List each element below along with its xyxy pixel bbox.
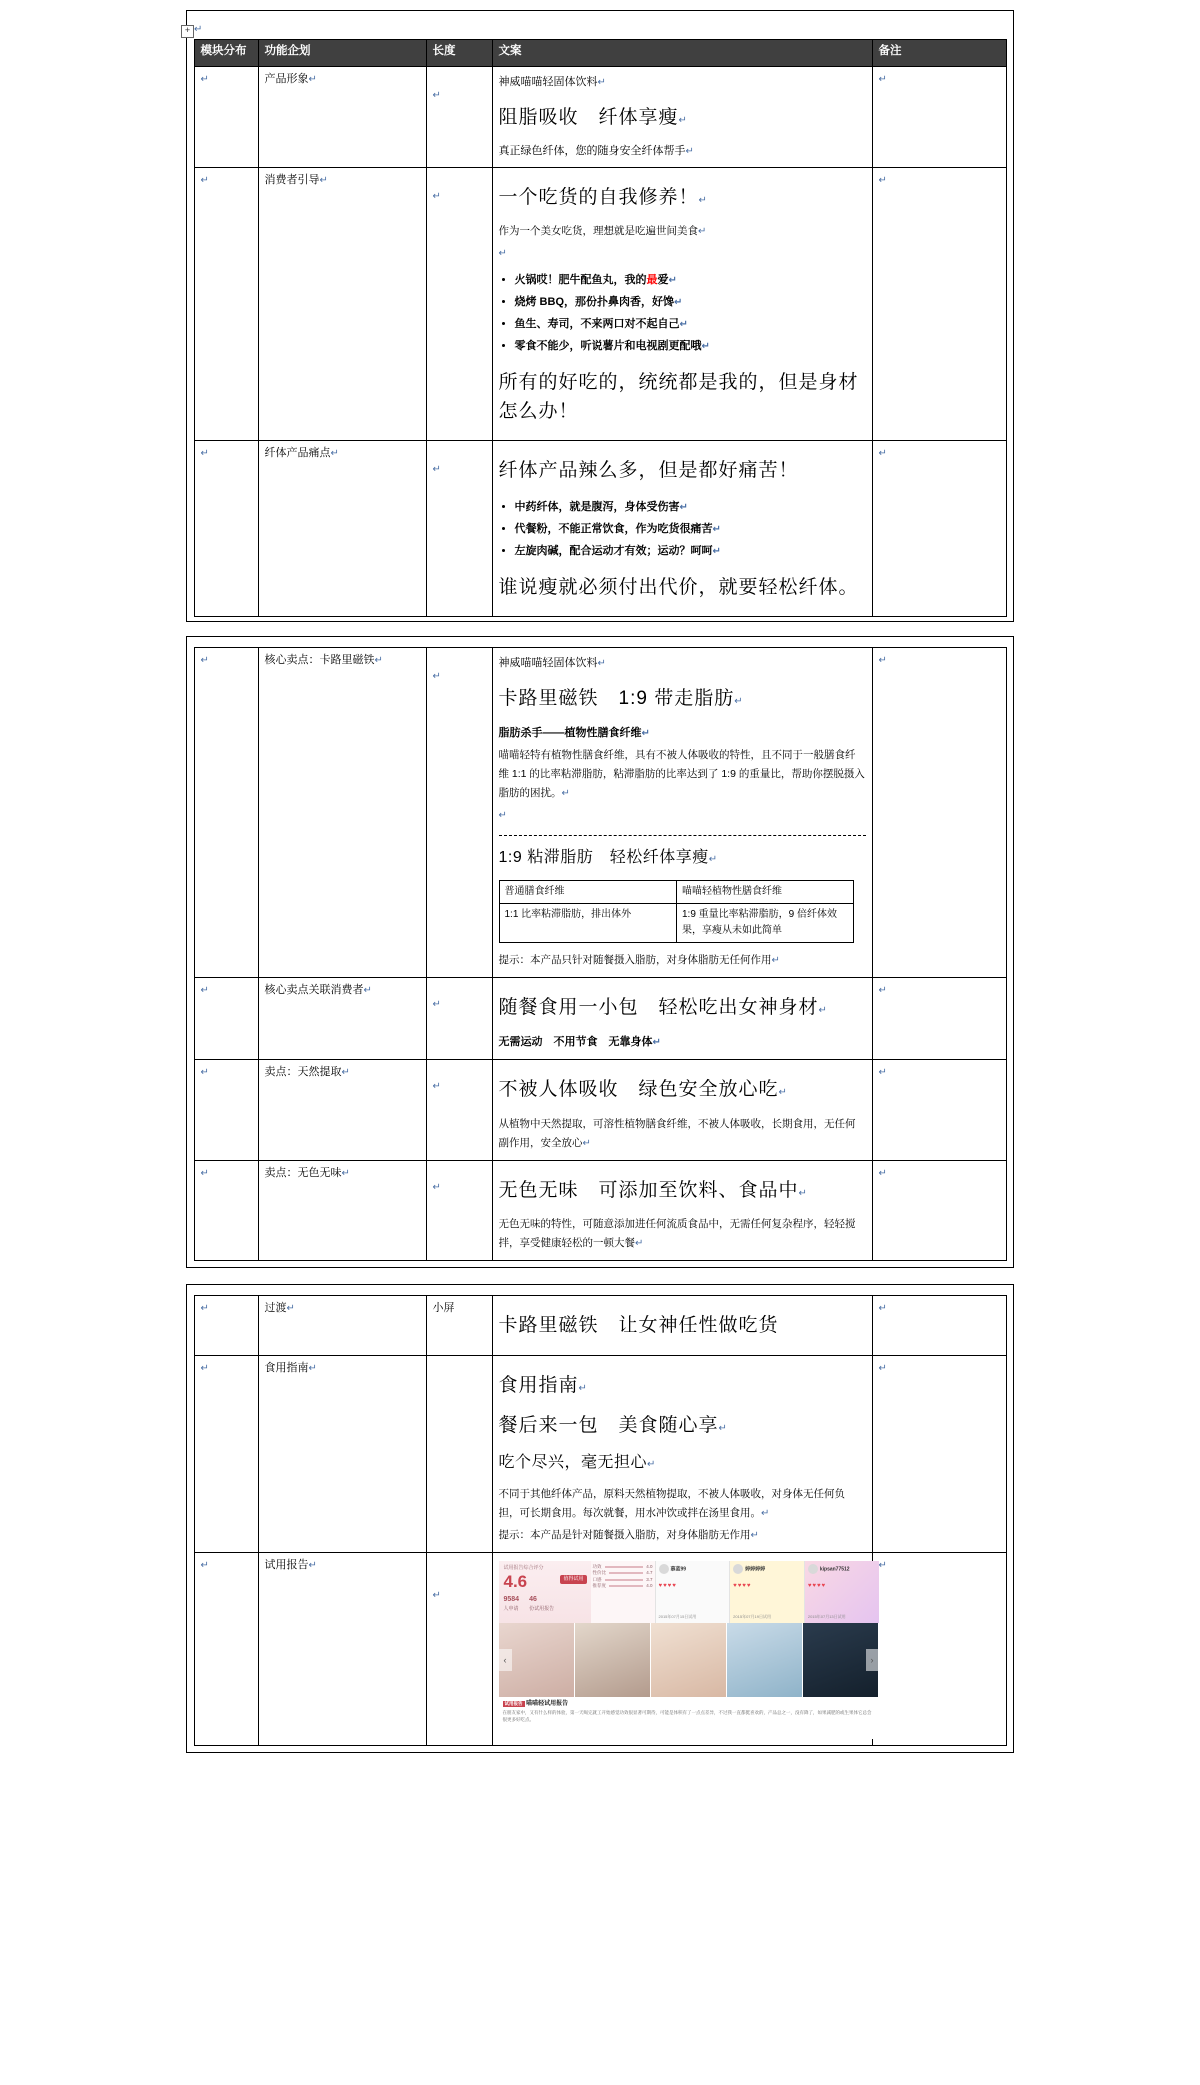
score-title: 试用报告综合评分 [503, 1564, 544, 1571]
cell-feature: 产品形象↵ [258, 67, 426, 168]
table-row [194, 167, 1006, 441]
copy-headline: 纤体产品辣么多，但是都好痛苦！ [498, 460, 799, 482]
col-header-feature: 功能企划 [258, 40, 426, 67]
cell-feature: 核心卖点关联消费者↵ [258, 978, 426, 1060]
bar-row: 口感 3.7 [592, 1576, 653, 1582]
copy-table-3 [194, 1295, 1007, 1745]
copy-closing: 所有的好吃的，统统都是我的，但是身材怎么办！ [498, 372, 859, 422]
copy-headline: 无色无味 可添加至饮料、食品中 [498, 1179, 799, 1201]
table-row [194, 648, 1006, 978]
score-breakdown [591, 1561, 655, 1623]
cell-module: ↵ [194, 1060, 258, 1160]
table-row [194, 67, 1006, 168]
cell-length: ↵ [426, 978, 492, 1060]
bar-row: 功效 4.0 [592, 1563, 653, 1569]
list-item: • 火锅哎！肥牛配鱼丸，我的最爱↵ [515, 269, 866, 291]
document-block-3 [186, 1284, 1014, 1752]
table-row [194, 441, 1006, 617]
col-header-note: 备注 [872, 40, 1006, 67]
cell-module: ↵ [194, 1552, 258, 1745]
copy-paragraph: 喵喵轻特有植物性膳食纤维，具有不被人体吸收的特性，且不同于一般膳食纤维 1:1 的比率粘滞脂肪，粘滞脂肪的比率达到了 1:9 的重量比，帮助你摆脱摄入脂肪的困扰。 [498, 749, 865, 800]
document-block-1 [186, 10, 1014, 622]
cell-note: ↵ [872, 1552, 1006, 1745]
heart-rating-icon: ♥♥♥♥ [733, 1583, 752, 1590]
photo-gallery [499, 1623, 879, 1697]
copy-headline: 卡路里磁铁 1:9 带走脂肪 [498, 688, 735, 710]
copy-tip: 提示：本产品是针对随餐摄入脂肪，对身体脂肪无作用 [498, 1528, 751, 1541]
avatar [733, 1564, 743, 1574]
comparison-header-normal: 普通膳食纤维 [499, 881, 676, 904]
table-row [194, 978, 1006, 1060]
gallery-image[interactable] [727, 1623, 803, 1697]
comparison-value-product: 1:9 重量比率粘滞脂肪，9 倍纤体效果，享瘦从未如此简单 [676, 904, 854, 943]
cell-note: ↵ [872, 1160, 1006, 1260]
stat-reports: 46 份试用报告 [529, 1596, 555, 1612]
col-header-module: 模块分布 [194, 40, 258, 67]
cell-length: ↵ [426, 1160, 492, 1260]
cell-feature: 试用报告↵ [258, 1552, 426, 1745]
cell-length: ↵ [426, 1552, 492, 1745]
reviewer-card[interactable]: 婷婷婷婷 ♥♥♥♥ 2015年07月19日试用 [729, 1561, 804, 1623]
comparison-header-product: 喵喵轻植物性膳食纤维 [676, 881, 854, 904]
cell-copy: 无色无味 可添加至饮料、食品中↵ 无色无味的特性，可随意添加进任何流质食品中，无需任何复杂程序，轻轻搅拌，享受健康轻松的一顿大餐↵ [492, 1160, 872, 1260]
cell-copy: 不被人体吸收 绿色安全放心吃↵ 从植物中天然提取，可溶性植物膳食纤维，不被人体吸收，长期食用，无任何副作用，安全放心↵ [492, 1060, 872, 1160]
avatar [659, 1564, 669, 1574]
cell-feature: 食用指南↵ [258, 1355, 426, 1552]
col-header-copy: 文案 [492, 40, 872, 67]
trial-report-screenshot [499, 1561, 879, 1739]
cell-note: ↵ [872, 1355, 1006, 1552]
cell-feature: 核心卖点：卡路里磁铁↵ [258, 648, 426, 978]
copy-tip: 提示：本产品只针对随餐摄入脂肪，对身体脂肪无任何作用 [498, 954, 772, 967]
copy-sub: 真正绿色纤体，您的随身安全纤体帮手 [498, 145, 686, 158]
cell-note: ↵ [872, 441, 1006, 617]
copy-eyebrow: 神威喵喵轻固体饮料 [498, 76, 598, 88]
copy-eyebrow: 神威喵喵轻固体饮料 [498, 657, 598, 670]
cell-module: ↵ [194, 1355, 258, 1552]
gallery-image[interactable] [651, 1623, 727, 1697]
copy-lead: 作为一个美女吃货，理想就是吃遍世间美食 [498, 225, 698, 238]
gallery-prev-icon[interactable]: ‹ [499, 1649, 512, 1671]
cell-copy: 随餐食用一小包 轻松吃出女神身材↵ 无需运动 不用节食 无靠身体↵ [492, 978, 872, 1060]
copy-headline: 一个吃货的自我修养！ [498, 186, 699, 208]
document-block-2 [186, 636, 1014, 1268]
copy-closing: 谁说瘦就必须付出代价，就要轻松纤体。 [498, 576, 859, 598]
copy-headline: 阻脂吸收 纤体享瘦 [498, 106, 679, 128]
list-item: • 零食不能少，听说薯片和电视剧更配哦↵ [515, 335, 866, 357]
list-item: • 左旋肉碱，配合运动才有效；运动？呵呵↵ [515, 540, 866, 562]
gallery-image[interactable] [575, 1623, 651, 1697]
copy-headline: 食用指南 [498, 1374, 579, 1396]
table-move-handle-1[interactable] [181, 25, 194, 38]
copy-bullet-list [499, 496, 866, 562]
cell-module: ↵ [194, 1296, 258, 1356]
cell-module: ↵ [194, 1160, 258, 1260]
reviewer-card[interactable]: kipsan77512 ♥♥♥♥ 2015年07月13日试用 [804, 1561, 879, 1623]
comparison-table [499, 880, 855, 943]
col-header-length: 长度 [426, 40, 492, 67]
copy-bullet-list [499, 269, 866, 357]
dashed-divider [499, 835, 866, 836]
score-stats [504, 1595, 586, 1613]
table-header-row [194, 40, 1006, 67]
cell-module: ↵ [194, 167, 258, 441]
score-badge: 值得试用 [560, 1575, 586, 1585]
cell-feature: 消费者引导↵ [258, 167, 426, 441]
copy-headline: 卡路里磁铁 让女神任性做吃货 [498, 1315, 779, 1337]
reviewer-card[interactable]: 慕蓝99 ♥♥♥♥ 2015年07月15日试用 [655, 1561, 730, 1623]
copy-table-1 [194, 39, 1007, 617]
cell-length: ↵ [426, 67, 492, 168]
table-row [194, 1552, 1006, 1745]
bar-row: 性价比 4.7 [592, 1570, 653, 1576]
copy-paragraph: 从植物中天然提取，可溶性植物膳食纤维，不被人体吸收，长期食用，无任何副作用，安全放心 [498, 1117, 856, 1149]
copy-paragraph: 无色无味的特性，可随意添加进任何流质食品中，无需任何复杂程序，轻轻搅拌，享受健康轻松的一顿大餐 [498, 1218, 856, 1250]
copy-headline: 不被人体吸收 绿色安全放心吃 [498, 1079, 779, 1101]
cell-module: ↵ [194, 978, 258, 1060]
cell-note: ↵ [872, 978, 1006, 1060]
screenshot-caption [499, 1697, 879, 1726]
bar-row: 推荐度 4.0 [592, 1583, 653, 1589]
list-item: • 烧烤 BBQ，那份扑鼻肉香，好馋↵ [515, 291, 866, 313]
cell-length: ↵ [426, 167, 492, 441]
cell-module: ↵ [194, 648, 258, 978]
cell-copy [492, 441, 872, 617]
cell-note: ↵ [872, 1296, 1006, 1356]
cell-length [426, 1355, 492, 1552]
heart-rating-icon: ♥♥♥♥ [658, 1583, 677, 1590]
caption-title: 喵喵轻试用报告 [526, 1700, 569, 1707]
cell-note: ↵ [872, 1060, 1006, 1160]
cell-copy [492, 1296, 872, 1356]
copy-paragraph: 不同于其他纤体产品，原料天然植物提取，不被人体吸收，对身体无任何负担，可长期食用。每次就餐，用水冲饮或拌在汤里食用。 [498, 1487, 845, 1519]
cell-length: ↵ [426, 648, 492, 978]
copy-subhead: 脂肪杀手——植物性膳食纤维 [498, 726, 642, 739]
cell-copy: 食用指南↵ 餐后来一包 美食随心享↵ 吃个尽兴，毫无担心↵ 不同于其他纤体产品，原料天然植物提取，不被人体吸收，对身体无任何负担，可长期食用。每次就餐，用水冲饮或拌在汤里食用。↵ 提示：本产品是针对随餐摄入脂肪，对身体脂肪无作用↵ [492, 1355, 872, 1552]
cell-length: 小屏 [426, 1296, 492, 1356]
gallery-next-icon[interactable]: › [866, 1649, 879, 1671]
stat-applicants: 9584 人申请 [503, 1596, 520, 1612]
list-item: • 中药纤体，就是腹泻，身体受伤害↵ [515, 496, 866, 518]
document-page [0, 10, 1200, 1753]
cell-feature: 过渡↵ [258, 1296, 426, 1356]
table-row [194, 1355, 1006, 1552]
reviewer-strip [655, 1561, 879, 1623]
table-row [194, 1296, 1006, 1356]
copy-midline: 吃个尽兴，毫无担心 [498, 1453, 648, 1471]
comparison-header-row [499, 881, 854, 904]
cell-copy: 一个吃货的自我修养！↵ 作为一个美女吃货，理想就是吃遍世间美食↵ ↵ • 火锅哎！肥牛配鱼丸，我的最爱↵ • 烧烤 BBQ，那份扑鼻肉香，好馋↵ • 鱼生、寿司，不来两口对不起自己↵ • 零食不能少，听说薯片和电视剧更配哦↵ 所有的好吃的，统统都是我的，但是身材怎么办！ [492, 167, 872, 441]
cell-copy: 神威喵喵轻固体饮料↵ 阻脂吸收 纤体享瘦↵ 真正绿色纤体，您的随身安全纤体帮手↵ [492, 67, 872, 168]
cell-module: ↵ [194, 67, 258, 168]
copy-headline-2: 餐后来一包 美食随心享 [498, 1415, 719, 1437]
cell-feature: 卖点：天然提取↵ [258, 1060, 426, 1160]
caption-text: 在朋友家中，又有什么样的体验，第一天喝完就工开始感觉功效很显著可期待，可能是体积有了一点点差异，不过我一直都挺喜欢的，产品总之一，没有降了，如果减肥的或生果体它总会很更多好吃点。 [502, 1709, 872, 1722]
cell-length: ↵ [426, 1060, 492, 1160]
cell-copy: 神威喵喵轻固体饮料↵ 卡路里磁铁 1:9 带走脂肪↵ 脂肪杀手——植物性膳食纤维↵ 喵喵轻特有植物性膳食纤维，具有不被人体吸收的特性，且不同于一般膳食纤维 1:1 的比率粘滞脂肪，粘滞脂肪的比率达到了 1:9 的重量比，帮助你摆脱摄入脂肪的困扰。↵ ↵ 1:9 粘滞脂肪 轻松纤体享瘦↵ 普通膳食纤维 喵喵轻植物性膳食纤维 1:1 比率粘滞脂肪，排出体外 1:9 重量比率粘滞脂肪，9 倍纤体效果，享瘦从未如此简单 提示：本产品只针对随餐摄入脂肪，对身体脂肪无任何作用↵ [492, 648, 872, 978]
comparison-value-row [499, 904, 854, 943]
screenshot-top-row [499, 1561, 879, 1623]
cell-note: ↵ [872, 167, 1006, 441]
heart-rating-icon: ♥♥♥♥ [807, 1583, 827, 1590]
list-item: • 代餐粉，不能正常饮食，作为吃货很痛苦↵ [515, 518, 866, 540]
score-value: 4.6 [503, 1572, 528, 1592]
table-row [194, 1160, 1006, 1260]
copy-headline: 随餐食用一小包 轻松吃出女神身材 [498, 997, 819, 1019]
paragraph-mark: ↵ [194, 24, 203, 35]
cell-length: ↵ [426, 441, 492, 617]
copy-table-2 [194, 647, 1007, 1261]
score-card [499, 1561, 591, 1623]
cell-note: ↵ [872, 67, 1006, 168]
avatar [808, 1564, 818, 1574]
caption-tag: 试用报告 [504, 1700, 523, 1706]
comparison-value-normal: 1:1 比率粘滞脂肪，排出体外 [499, 904, 676, 943]
cell-feature: 卖点：无色无味↵ [258, 1160, 426, 1260]
cell-feature: 纤体产品痛点↵ [258, 441, 426, 617]
copy-midline: 1:9 粘滞脂肪 轻松纤体享瘦 [498, 849, 709, 867]
cell-note: ↵ [872, 648, 1006, 978]
list-item: • 鱼生、寿司，不来两口对不起自己↵ [515, 313, 866, 335]
cell-copy [492, 1552, 872, 1745]
cell-module: ↵ [194, 441, 258, 617]
copy-subhead: 无需运动 不用节食 无靠身体 [498, 1035, 653, 1048]
table-row [194, 1060, 1006, 1160]
